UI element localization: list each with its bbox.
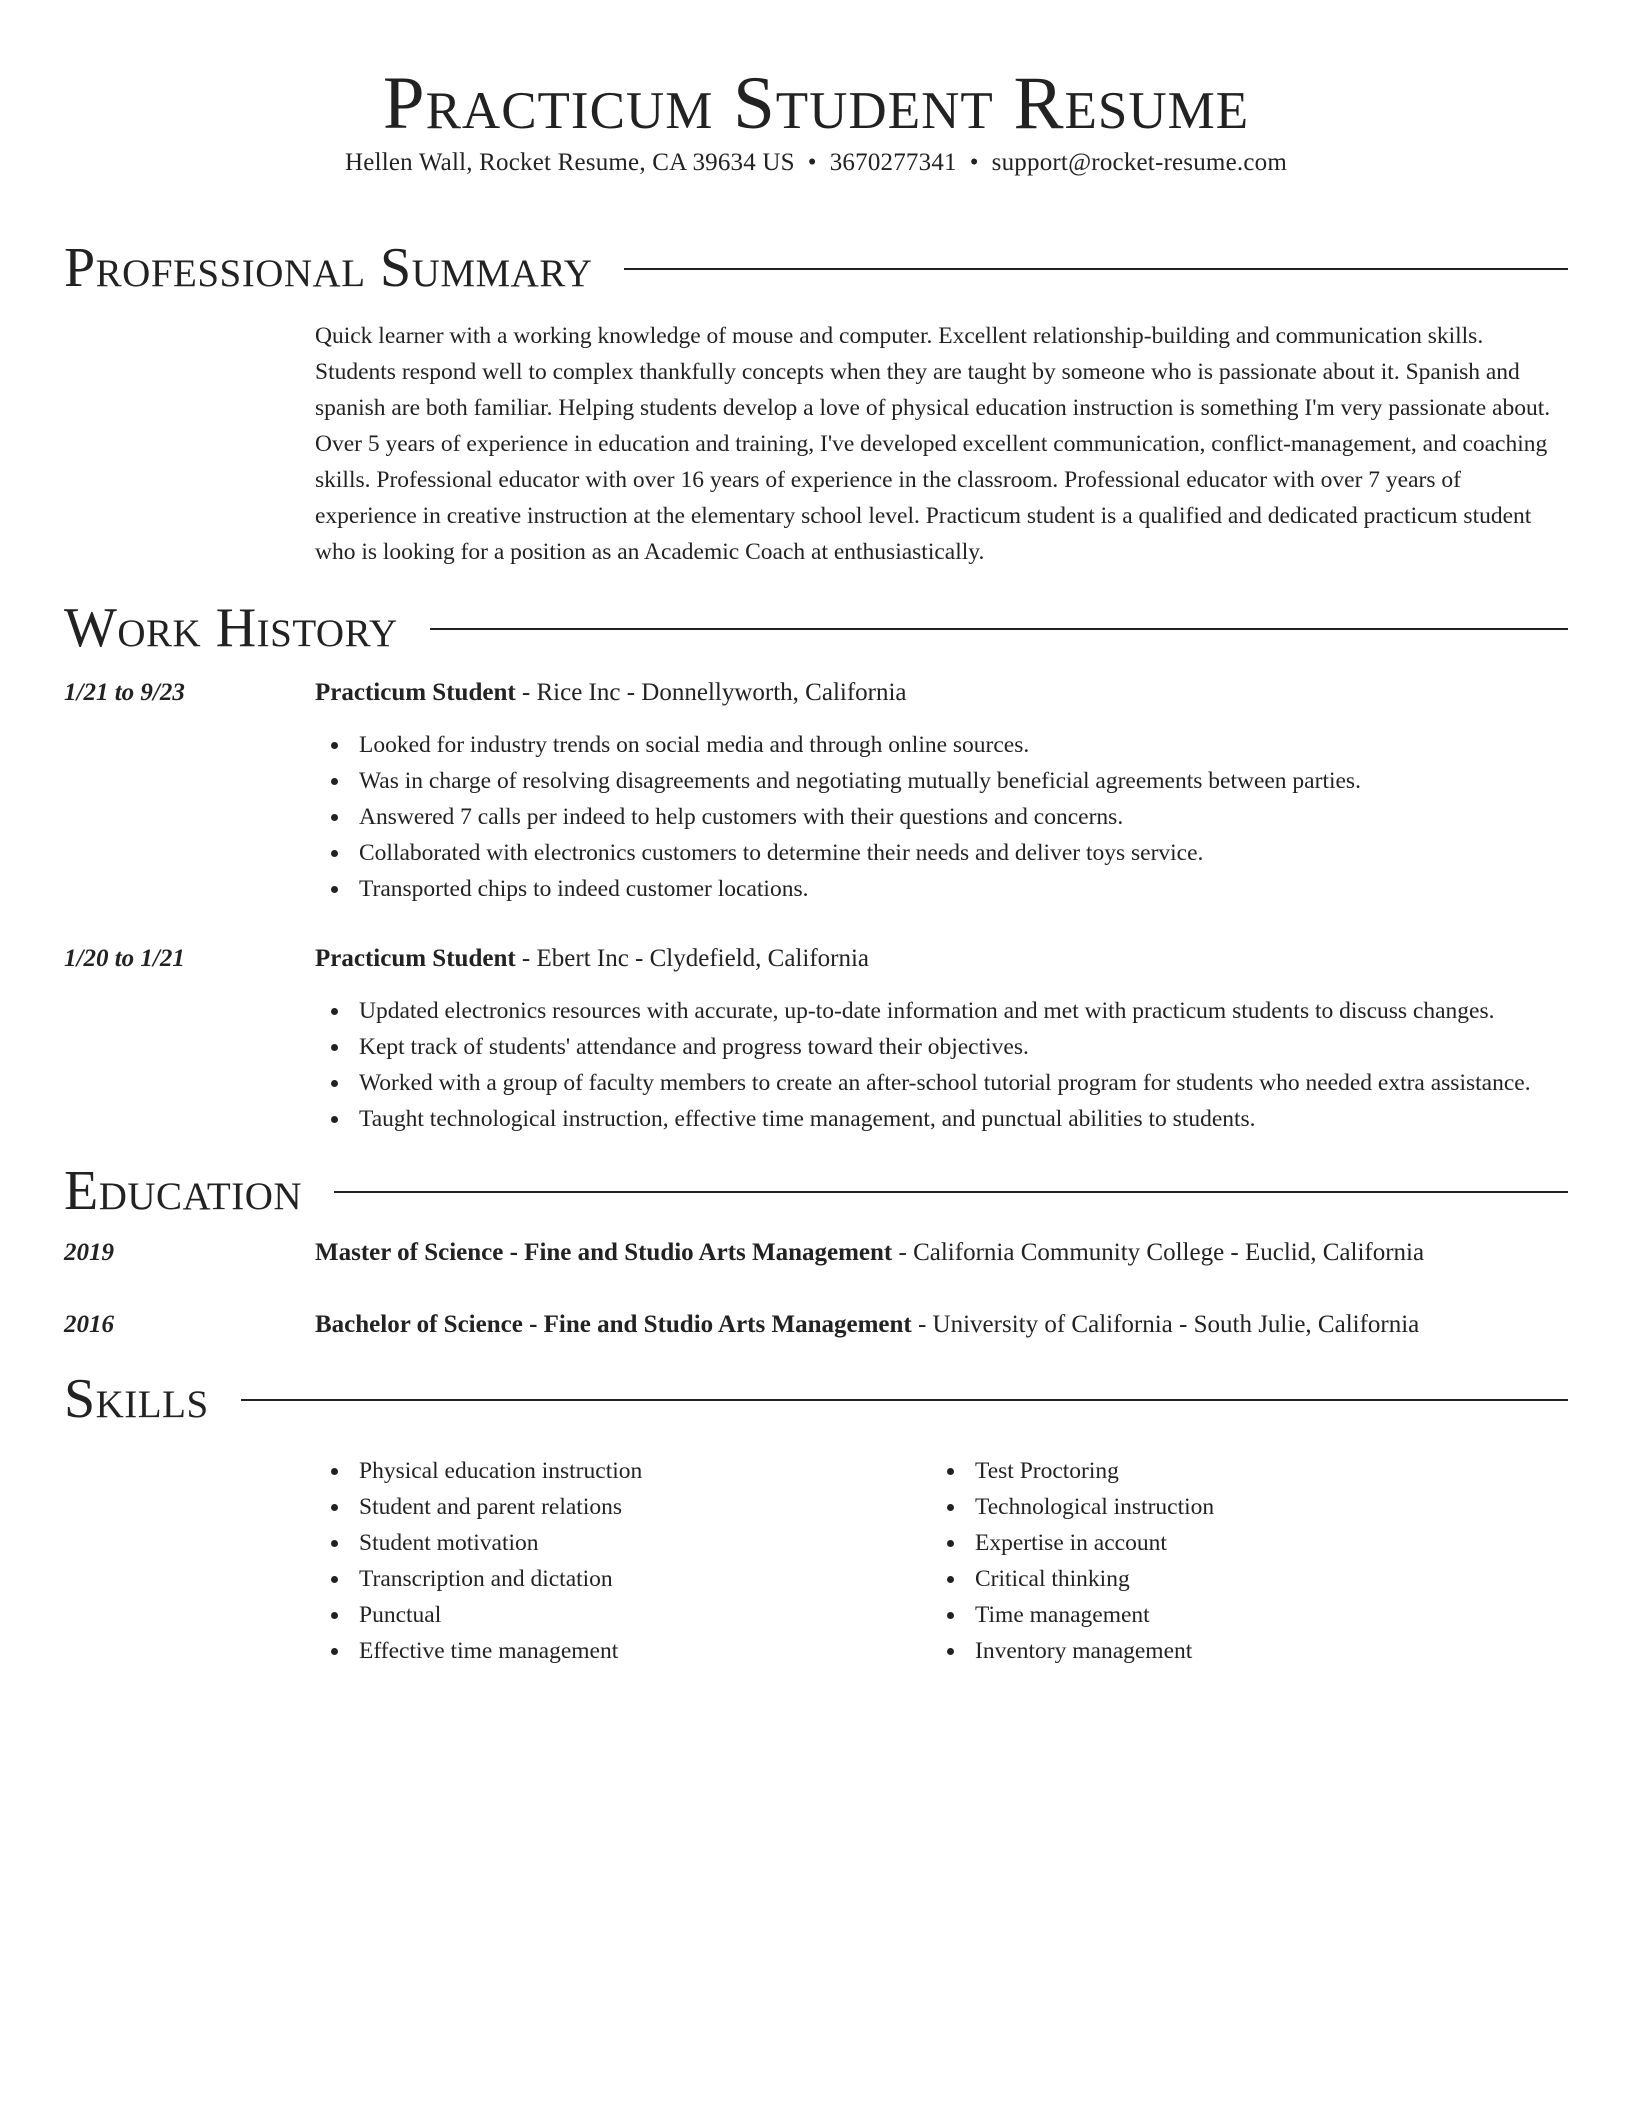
job-company: - Rice Inc - Donnellyworth, California [515, 679, 907, 706]
list-item: Inventory management [931, 1633, 1547, 1669]
education-body [315, 1307, 1568, 1343]
job-title: Practicum Student [315, 679, 516, 706]
section-divider [430, 628, 1568, 630]
list-item: Transported chips to indeed customer locations. [315, 871, 1568, 907]
list-item: Critical thinking [931, 1561, 1547, 1597]
summary-row [64, 318, 1568, 570]
section-divider [241, 1399, 1568, 1401]
list-item: Effective time management [315, 1633, 931, 1669]
list-item: Taught technological instruction, effective time management, and punctual abilities to students. [315, 1101, 1568, 1137]
section-title-education: Education [64, 1160, 303, 1222]
list-item: Time management [931, 1597, 1547, 1633]
skills-column-right [931, 1453, 1547, 1669]
skills-spacer [64, 1453, 315, 1669]
skills-list [931, 1453, 1547, 1669]
contact-email: support@rocket-resume.com [991, 149, 1287, 176]
resume-page [64, 0, 1568, 1669]
job-title: Practicum Student [315, 945, 516, 972]
job-bullets [315, 993, 1568, 1137]
section-header-work [64, 598, 1568, 658]
list-item: Test Proctoring [931, 1453, 1547, 1489]
job-heading [315, 675, 1568, 711]
skills-columns [315, 1453, 1568, 1669]
list-item: Worked with a group of faculty members to create an after-school tutorial program for students who needed extra assistance. [315, 1065, 1568, 1101]
education-entry [64, 1235, 1568, 1271]
section-divider [624, 268, 1568, 270]
job-body [315, 941, 1568, 1137]
job-dates: 1/21 to 9/23 [64, 679, 185, 706]
job-bullets [315, 727, 1568, 907]
section-divider [334, 1191, 1568, 1193]
list-item: Technological instruction [931, 1489, 1547, 1525]
skills-row [64, 1453, 1568, 1669]
education-year: 2019 [64, 1239, 114, 1266]
list-item: Physical education instruction [315, 1453, 931, 1489]
list-item: Kept track of students' attendance and progress toward their objectives. [315, 1029, 1568, 1065]
education-degree: Bachelor of Science - Fine and Studio Arts Management [315, 1311, 912, 1338]
education-entry [64, 1307, 1568, 1343]
list-item: Transcription and dictation [315, 1561, 931, 1597]
list-item: Student motivation [315, 1525, 931, 1561]
education-year: 2016 [64, 1311, 114, 1338]
list-item: Answered 7 calls per indeed to help customers with their questions and concerns. [315, 799, 1568, 835]
list-item: Was in charge of resolving disagreements and negotiating mutually beneficial agreements between parties. [315, 763, 1568, 799]
list-item: Expertise in account [931, 1525, 1547, 1561]
job-entry [64, 675, 1568, 907]
page-title: Practicum Student Resume [382, 62, 1250, 145]
education-body [315, 1235, 1568, 1271]
contact-line [64, 150, 1568, 200]
list-item: Collaborated with electronics customers to determine their needs and deliver toys service. [315, 835, 1568, 871]
summary-spacer [64, 318, 315, 570]
section-header-education [64, 1161, 1568, 1221]
contact-separator: • [969, 149, 979, 176]
contact-address: Hellen Wall, Rocket Resume, CA 39634 US [345, 149, 795, 176]
list-item: Student and parent relations [315, 1489, 931, 1525]
job-heading [315, 941, 1568, 977]
job-entry [64, 941, 1568, 1137]
list-item: Punctual [315, 1597, 931, 1633]
list-item: Updated electronics resources with accurate, up-to-date information and met with practicum students to discuss changes. [315, 993, 1568, 1029]
skills-column-left [315, 1453, 931, 1669]
education-school: - University of California - South Julie, California [911, 1311, 1420, 1338]
job-company: - Ebert Inc - Clydefield, California [515, 945, 870, 972]
education-school: - California Community College - Euclid, California [892, 1239, 1425, 1266]
skills-list [315, 1453, 931, 1669]
contact-separator: • [807, 149, 817, 176]
list-item: Looked for industry trends on social media and through online sources. [315, 727, 1568, 763]
section-header-skills [64, 1369, 1568, 1429]
education-degree: Master of Science - Fine and Studio Arts Management [315, 1239, 893, 1266]
job-dates: 1/20 to 1/21 [64, 945, 185, 972]
job-body [315, 675, 1568, 907]
section-title-skills: Skills [64, 1368, 209, 1430]
section-header-summary [64, 238, 1568, 298]
section-title-summary: Professional Summary [64, 237, 593, 299]
section-title-work: Work History [64, 597, 398, 659]
summary-text: Quick learner with a working knowledge of mouse and computer. Excellent relationship-building and communication skills. Students respond well to complex thankfully concepts when they are taught by someone who is passionate about it. Spanish and spanish are both familiar. Helping students develop a love of physical education instruction is something I'm very passionate about. Over 5 years of experience in education and training, I've developed excellent communication, conflict-management, and coaching skills. Professional educator with over 16 years of experience in the classroom. Professional educator with over 7 years of experience in creative instruction at the elementary school level. Practicum student is a qualified and dedicated practicum student who is looking for a position as an Academic Coach at enthusiastically. [315, 323, 1551, 565]
contact-phone: 3670277341 [829, 149, 957, 176]
